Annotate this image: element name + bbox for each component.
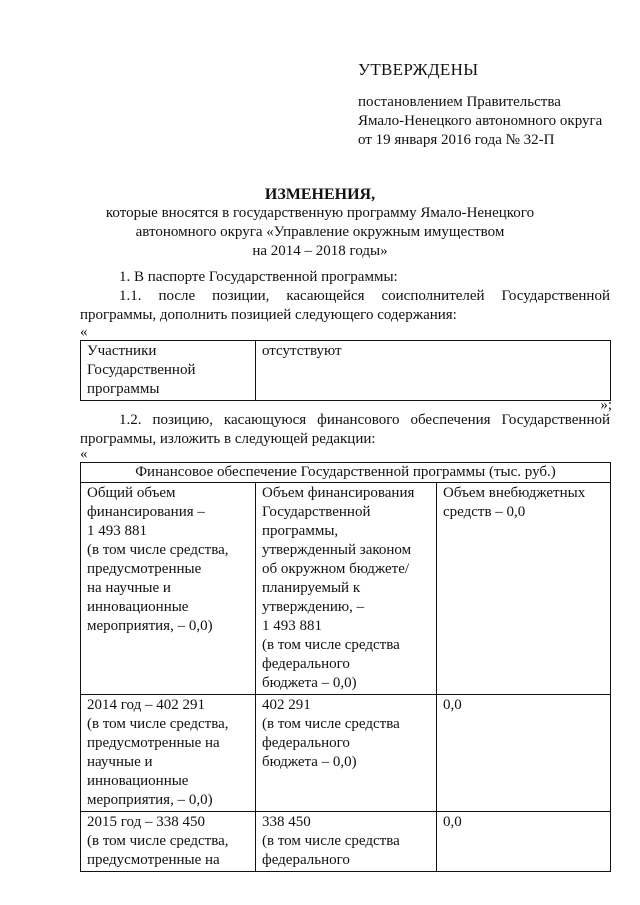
cell-line: Государственной — [262, 504, 371, 520]
cell-line: (в том числе средства, — [87, 833, 229, 849]
section-1-heading: 1. В паспорте Государственной программы: — [119, 269, 398, 285]
open-quote-1: « — [80, 324, 88, 340]
close-quote-1: »; — [600, 397, 612, 413]
cell-line: предусмотренные — [87, 561, 202, 577]
table-header-row — [81, 463, 611, 483]
table-cell — [437, 695, 611, 812]
item-1-2-line-1: 1.2. позицию, касающуюся финансового обеспечения Государственной — [119, 412, 610, 428]
participants-label-line: Государственной — [87, 362, 196, 378]
item-1-2 — [80, 411, 610, 449]
item-1-1-line-1: 1.1. после позиции, касающейся соисполнителей Государственной — [119, 288, 610, 304]
cell-line: (в том числе средства, — [87, 716, 229, 732]
participants-table — [80, 340, 611, 401]
table-row — [81, 341, 611, 401]
cell-line: (в том числе средства, — [87, 542, 229, 558]
table-cell — [256, 483, 437, 695]
participants-value-cell: отсутствуют — [256, 341, 611, 401]
cell-line: 0,0 — [443, 814, 462, 830]
table-row — [81, 812, 611, 872]
table-cell — [256, 812, 437, 872]
cell-line: планируемый к — [262, 580, 361, 596]
financing-table-header: Финансовое обеспечение Государственной программы (тыс. руб.) — [81, 463, 611, 483]
cell-line: мероприятия, – 0,0) — [87, 792, 213, 808]
cell-line: бюджета – 0,0) — [262, 754, 357, 770]
cell-line: 2014 год – 402 291 — [87, 697, 205, 713]
heading-line-3: на 2014 – 2018 годы» — [252, 243, 388, 259]
cell-line: 0,0 — [443, 697, 462, 713]
item-1-1 — [80, 287, 610, 325]
cell-line: утверждению, – — [262, 599, 365, 615]
cell-line: научные и — [87, 754, 153, 770]
cell-line: 402 291 — [262, 697, 311, 713]
approval-line-2: Ямало-Ненецкого автономного округа — [358, 113, 603, 129]
cell-line: утвержденный законом — [262, 542, 412, 558]
heading-line-2: автономного округа «Управление окружным имуществом — [135, 224, 505, 240]
cell-line: Общий объем — [87, 485, 176, 501]
cell-line: инновационные — [87, 773, 189, 789]
cell-line: 2015 год – 338 450 — [87, 814, 205, 830]
approval-title: УТВЕРЖДЕНЫ — [358, 60, 479, 79]
document-title: ИЗМЕНЕНИЯ, — [264, 186, 376, 203]
cell-line: (в том числе средства — [262, 716, 400, 732]
participants-label-line: программы — [87, 381, 160, 397]
table-cell — [256, 695, 437, 812]
table-cell — [437, 812, 611, 872]
cell-line: 338 450 — [262, 814, 311, 830]
cell-line: средств – 0,0 — [443, 504, 526, 520]
cell-line: Объем внебюджетных — [443, 485, 586, 501]
financing-table — [80, 462, 611, 872]
cell-line: предусмотренные на — [87, 852, 220, 868]
approval-block — [358, 60, 602, 150]
item-1-2-line-2: программы, изложить в следующей редакции: — [80, 431, 376, 447]
document-heading — [0, 185, 640, 261]
participants-label-cell — [81, 341, 256, 401]
item-1-1-line-2: программы, дополнить позицией следующего содержания: — [80, 307, 457, 323]
cell-line: Объем финансирования — [262, 485, 415, 501]
table-cell — [81, 483, 256, 695]
cell-line: 1 493 881 — [262, 618, 322, 634]
cell-line: федерального — [262, 656, 350, 672]
open-quote-2: « — [80, 446, 88, 462]
table-cell — [81, 695, 256, 812]
cell-line: мероприятия, – 0,0) — [87, 618, 213, 634]
cell-line: бюджета – 0,0) — [262, 675, 357, 691]
cell-line: об окружном бюджете/ — [262, 561, 410, 577]
participants-label-line: Участники — [87, 343, 157, 359]
table-row — [81, 483, 611, 695]
cell-line: предусмотренные на — [87, 735, 220, 751]
cell-line: программы, — [262, 523, 339, 539]
cell-line: федерального — [262, 735, 350, 751]
cell-line: инновационные — [87, 599, 189, 615]
heading-line-1: которые вносятся в государственную программу Ямало-Ненецкого — [105, 205, 535, 221]
cell-line: (в том числе средства — [262, 833, 400, 849]
cell-line: федерального — [262, 852, 350, 868]
approval-line-3: от 19 января 2016 года № 32-П — [358, 132, 555, 148]
table-cell — [437, 483, 611, 695]
table-cell — [81, 812, 256, 872]
table-row — [81, 695, 611, 812]
cell-line: финансирования – — [87, 504, 205, 520]
cell-line: (в том числе средства — [262, 637, 400, 653]
cell-line: 1 493 881 — [87, 523, 147, 539]
approval-line-1: постановлением Правительства — [358, 94, 561, 110]
cell-line: на научные и — [87, 580, 171, 596]
